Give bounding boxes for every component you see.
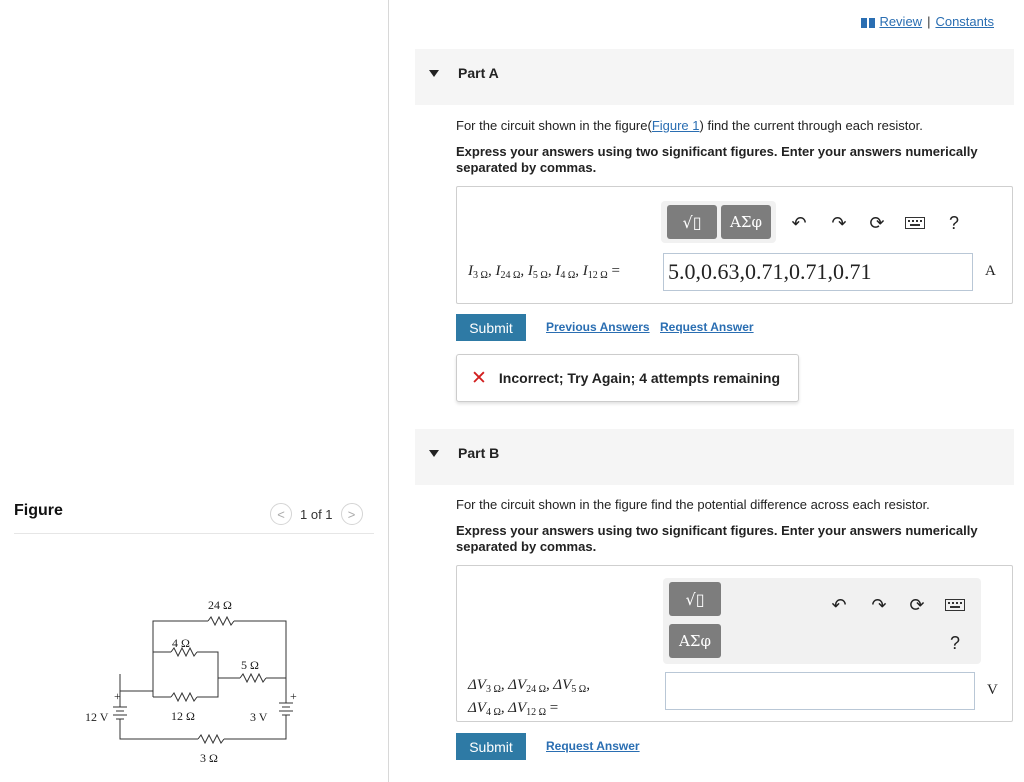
reset-icon[interactable]: ⟳ [909,594,925,615]
part-b-instruction: Express your answers using two significant figures. Enter your answers numerically separated by commas. [456,523,978,554]
link-separator: | [927,14,931,29]
undo-icon[interactable]: ↶ [791,212,807,233]
templates-icon: √▯ [685,589,705,609]
redo-icon[interactable]: ↷ [831,212,847,233]
templates-icon: √▯ [682,212,702,232]
top-links [861,14,994,29]
part-a-title: Part A [458,65,499,81]
figure-1-link[interactable]: Figure 1 [651,118,700,133]
label-3-volt: 3 V [250,710,268,724]
help-button[interactable]: ? [949,632,960,653]
label-5-ohm: 5 Ω [241,658,259,672]
part-b-header[interactable] [415,429,1014,485]
resistor-5-symbol [240,674,266,682]
part-b-variable-label: $\Delta V_{3 \Omega}$, $\Delta V_{24 \Omega}$, $\Delta V_{5 \Omega}$, $\Delta V_{4 \Omega}$, $\Delta V_{12 \Omega}$ = [468,677,590,718]
figure-page-count: 1 of 1 [300,506,333,522]
part-b-request-answer-link[interactable]: Request Answer [546,739,640,753]
error-x-icon: ✕ [471,367,487,389]
templates-button[interactable] [669,582,721,616]
label-4-ohm: 4 Ω [172,636,190,650]
keyboard-icon[interactable] [903,212,927,234]
resistor-12-symbol [171,693,197,701]
figure-title: Figure [14,502,63,519]
feedback-message [456,354,799,402]
resistor-3-symbol [198,735,224,743]
part-b-question: For the circuit shown in the figure find the potential difference across each resistor. [456,497,930,512]
part-a-submit-button[interactable]: Submit [456,314,526,341]
wire [266,678,286,698]
battery-3v-plus: + [290,689,297,703]
reset-icon[interactable]: ⟳ [869,212,885,233]
undo-icon[interactable]: ↶ [831,594,847,615]
part-a-instruction: Express your answers using two significant figures. Enter your answers numerically separated by commas. [456,144,978,175]
part-a-answer-box [456,186,1013,304]
greek-symbols-button[interactable] [721,205,771,239]
part-a-question [456,118,996,134]
constants-link[interactable]: Constants [935,14,994,29]
part-b-title: Part B [458,445,500,461]
figure-pager [270,503,363,525]
part-a-unit: A [985,263,996,279]
collapse-caret-icon[interactable] [429,70,439,77]
wire [197,678,218,697]
redo-icon[interactable]: ↷ [871,594,887,615]
part-b-unit: V [987,682,998,698]
part-a-answer-input[interactable]: 5.0,0.63,0.71,0.71,0.71 [663,253,973,291]
wire [197,652,218,678]
prev-figure-button[interactable]: < [270,503,292,525]
previous-answers-link[interactable]: Previous Answers [546,320,650,334]
label-12-volt: 12 V [85,710,109,724]
collapse-caret-icon[interactable] [429,450,439,457]
greek-icon: ΑΣφ [679,632,711,650]
next-figure-button[interactable]: > [341,503,363,525]
templates-button[interactable] [667,205,717,239]
question-text: ) find the current through each resistor. [699,118,923,133]
figure-pane [0,0,389,782]
part-b-submit-button[interactable]: Submit [456,733,526,760]
label-3-ohm: 3 Ω [200,751,218,765]
label-24-ohm: 24 Ω [208,598,232,612]
part-a-request-answer-link[interactable]: Request Answer [660,320,754,334]
part-b-answer-input[interactable] [665,672,975,710]
help-button[interactable]: ? [948,212,959,233]
part-b-answer-box [456,565,1013,722]
circuit-diagram [78,590,318,768]
greek-icon: ΑΣφ [730,213,762,231]
greek-symbols-button[interactable] [669,624,721,658]
question-text: For the circuit shown in the figure( [456,118,652,133]
part-a-variable-label: $I_{3 \Omega}$, $I_{24 \Omega}$, $I_{5 \Omega}$, $I_{4 \Omega}$, $I_{12 \Omega}$ = [468,263,620,281]
resistor-24-symbol [208,617,234,625]
book-icon [861,18,875,28]
keyboard-icon[interactable] [943,594,967,616]
battery-12v-plus: + [114,689,121,703]
label-12-ohm: 12 Ω [171,709,195,723]
divider [14,533,374,534]
review-link[interactable]: Review [879,14,923,29]
part-a-header[interactable] [415,49,1014,105]
feedback-text: Incorrect; Try Again; 4 attempts remaining [498,370,781,386]
